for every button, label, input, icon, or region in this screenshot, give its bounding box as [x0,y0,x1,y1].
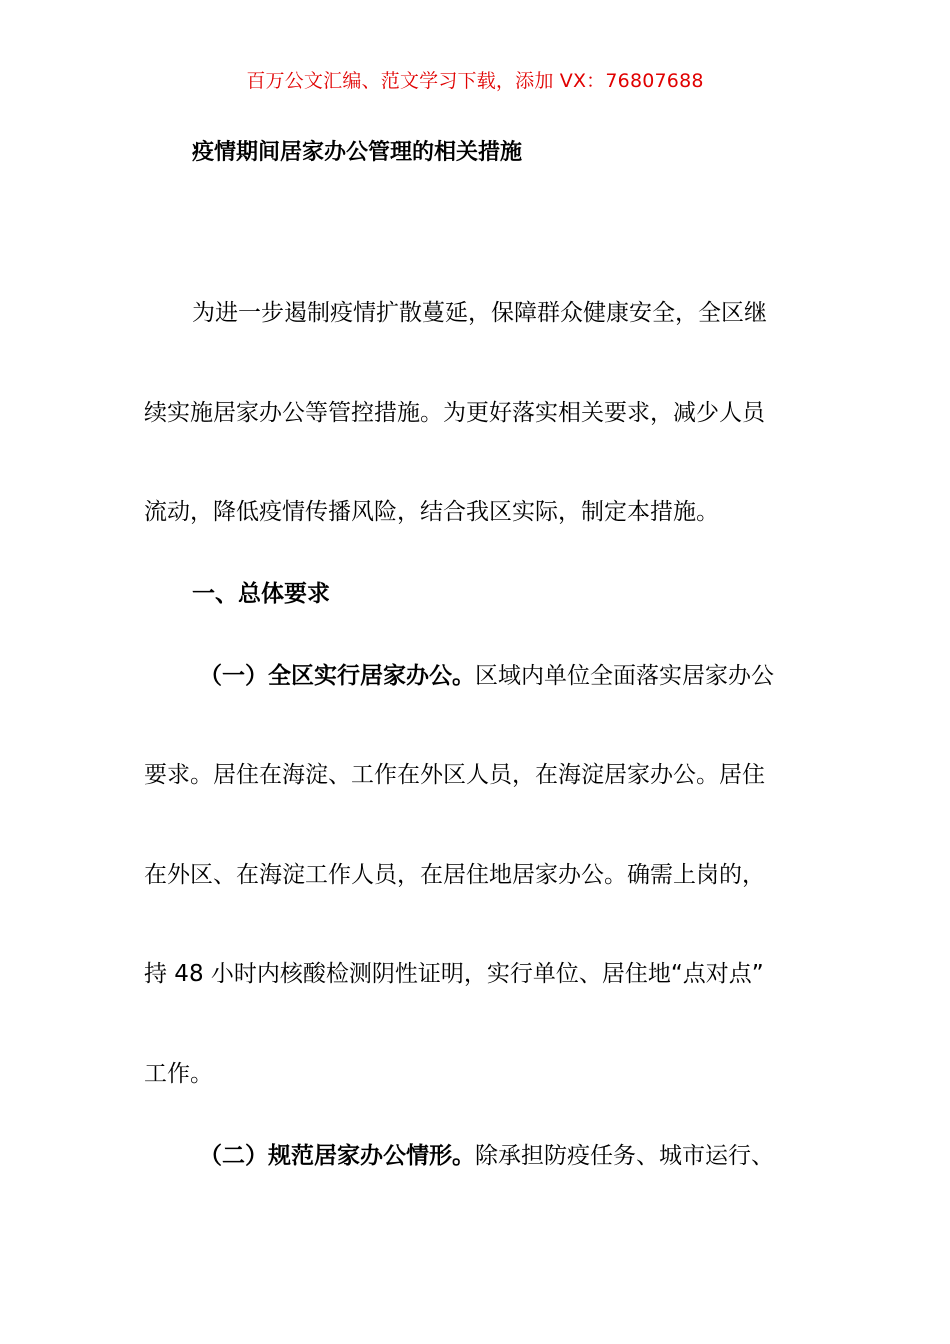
item-1-text: 区域内单位全面落实居家办公 [475,663,774,689]
item-1-line-4: 持 48 小时内核酸检测阴性证明，实行单位、居住地“点对点” [144,961,764,987]
watermark-banner: 百万公文汇编、范文学习下载，添加 VX：76807688 [246,70,704,92]
item-1-first-line [199,659,774,693]
item-2-heading: （二）规范居家办公情形。 [199,1143,475,1169]
section-heading: 一、总体要求 [192,581,330,607]
intro-line-3: 流动，降低疫情传播风险，结合我区实际，制定本措施。 [144,499,719,525]
intro-line-1: 为进一步遏制疫情扩散蔓延，保障群众健康安全，全区继 [192,300,767,326]
item-2-text: 除承担防疫任务、城市运行、 [475,1143,774,1169]
item-1-line-2: 要求。居住在海淀、工作在外区人员，在海淀居家办公。居住 [144,762,765,788]
intro-line-2: 续实施居家办公等管控措施。为更好落实相关要求，减少人员 [144,400,765,426]
item-2-first-line [199,1139,774,1173]
item-1-heading: （一）全区实行居家办公。 [199,663,475,689]
item-1-line-3: 在外区、在海淀工作人员，在居住地居家办公。确需上岗的， [144,862,765,888]
item-1-line-5: 工作。 [144,1061,213,1087]
document-title: 疫情期间居家办公管理的相关措施 [192,140,523,165]
